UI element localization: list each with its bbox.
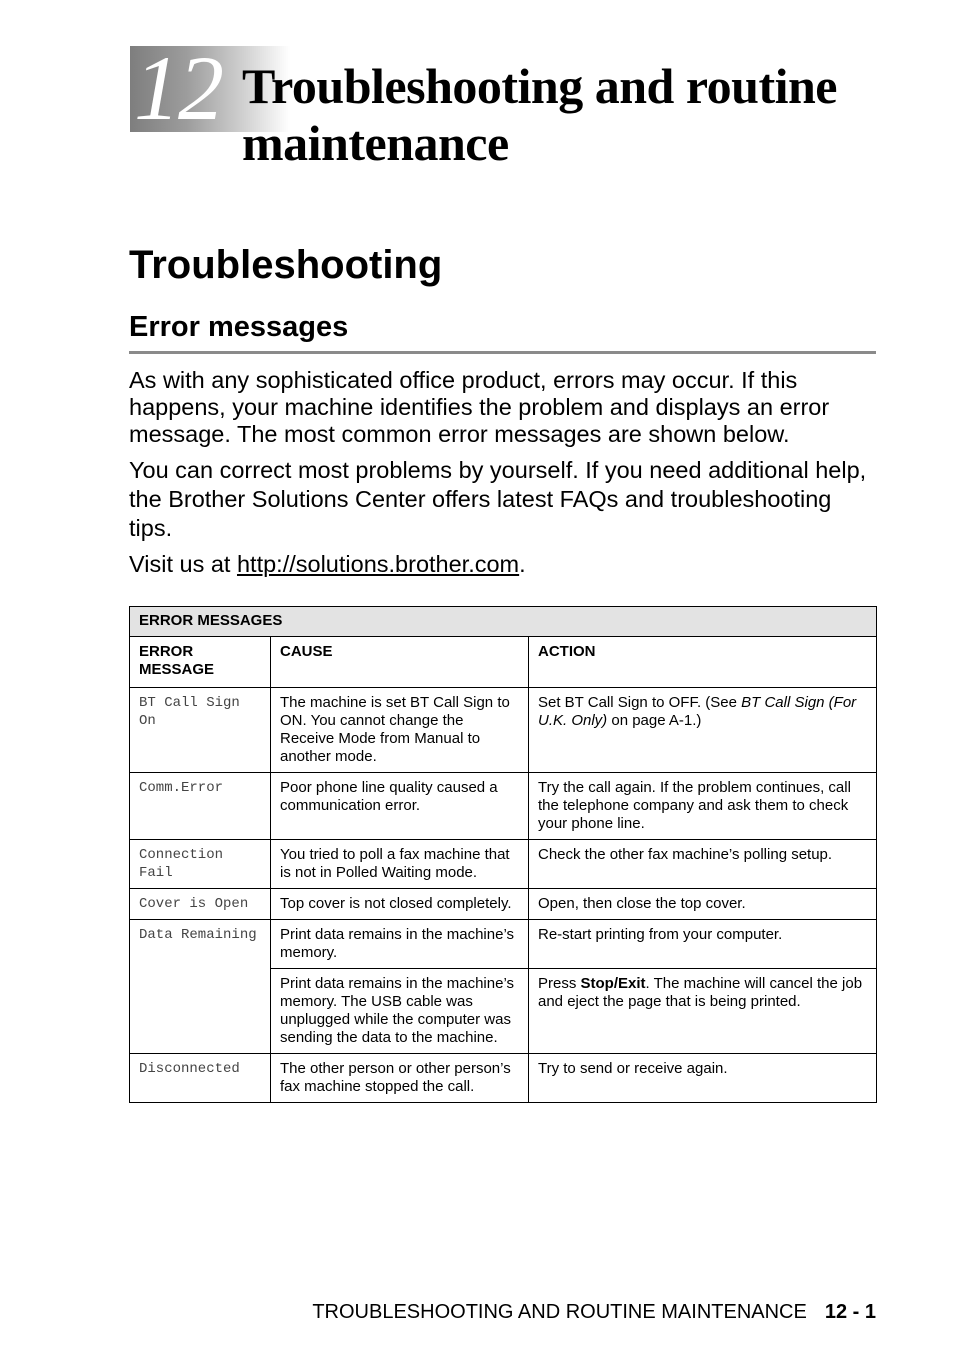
help-paragraph: You can correct most problems by yourself. If you need additional help, the Brother Solutions Center offers latest FAQs and troubleshooting tips. <box>129 457 867 541</box>
action-cell: Check the other fax machine’s polling setup. <box>529 840 877 889</box>
intro-paragraph: As with any sophisticated office product, errors may occur. If this happens, your machine identifies the problem and displays an error message. The most common error messages are shown below. <box>129 367 830 447</box>
error-message-cell: Comm.Error <box>130 773 271 840</box>
action-text-after: . The machine will cancel the job and eject the page that is being printed. <box>538 975 863 1010</box>
error-message-cell: Data Remaining <box>130 920 271 1054</box>
error-message-cell: Connection Fail <box>130 840 271 889</box>
table-row <box>130 840 877 889</box>
action-cell: Try to send or receive again. <box>529 1054 877 1103</box>
action-cell: Open, then close the top cover. <box>529 889 877 920</box>
cause-cell: Print data remains in the machine’s memory. <box>271 920 529 969</box>
subsection-title: Error messages <box>129 311 349 343</box>
action-text: Press <box>538 975 581 992</box>
action-cell <box>529 688 877 773</box>
table-row <box>130 688 877 773</box>
visit-prefix: Visit us at <box>129 551 237 577</box>
error-message-cell: BT Call Sign On <box>130 688 271 773</box>
cause-cell: Top cover is not closed completely. <box>271 889 529 920</box>
visit-paragraph <box>129 550 879 579</box>
header-error-message: ERROR MESSAGE <box>130 637 271 688</box>
action-text-after: on page A-1.) <box>607 712 702 729</box>
solutions-link[interactable]: http://solutions.brother.com <box>236 551 520 577</box>
cause-cell: The other person or other person’s fax machine stopped the call. <box>271 1054 529 1103</box>
chapter-title: Troubleshooting and routine maintenance <box>242 58 837 171</box>
section-title: Troubleshooting <box>129 243 443 287</box>
heading-rule <box>129 351 876 354</box>
page-number: 12 - 1 <box>824 1301 876 1323</box>
footer-text: TROUBLESHOOTING AND ROUTINE MAINTENANCE <box>312 1301 807 1323</box>
cause-cell: Print data remains in the machine’s memory. The USB cable was unplugged while the computer was sending the data to the machine. <box>271 969 529 1054</box>
action-cell: Re-start printing from your computer. <box>529 920 877 969</box>
cause-cell: Poor phone line quality caused a communication error. <box>271 773 529 840</box>
header-cause: CAUSE <box>271 637 529 688</box>
table-row <box>130 889 877 920</box>
cause-cell: You tried to poll a fax machine that is not in Polled Waiting mode. <box>271 840 529 889</box>
action-cell: Try the call again. If the problem continues, call the telephone company and ask them to check your phone line. <box>529 773 877 840</box>
page-footer <box>312 1300 876 1324</box>
table-row <box>130 1054 877 1103</box>
visit-suffix: . <box>519 551 526 577</box>
chapter-number: 12 <box>134 37 222 139</box>
header-action: ACTION <box>529 637 877 688</box>
table-row <box>130 773 877 840</box>
table-header-row <box>130 637 877 688</box>
error-message-cell: Disconnected <box>130 1054 271 1103</box>
stop-exit-key: Stop/Exit <box>580 975 646 992</box>
table-row <box>130 920 877 969</box>
error-message-cell: Cover is Open <box>130 889 271 920</box>
table-caption: ERROR MESSAGES <box>130 607 877 637</box>
table-caption-row <box>130 607 877 637</box>
action-cell <box>529 969 877 1054</box>
action-text: Set BT Call Sign to OFF. (See <box>538 694 742 711</box>
cause-cell: The machine is set BT Call Sign to ON. You cannot change the Receive Mode from Manual to another mode. <box>271 688 529 773</box>
error-messages-table <box>129 606 877 1103</box>
action-reference: BT Call Sign (For U.K. Only) <box>538 694 857 729</box>
